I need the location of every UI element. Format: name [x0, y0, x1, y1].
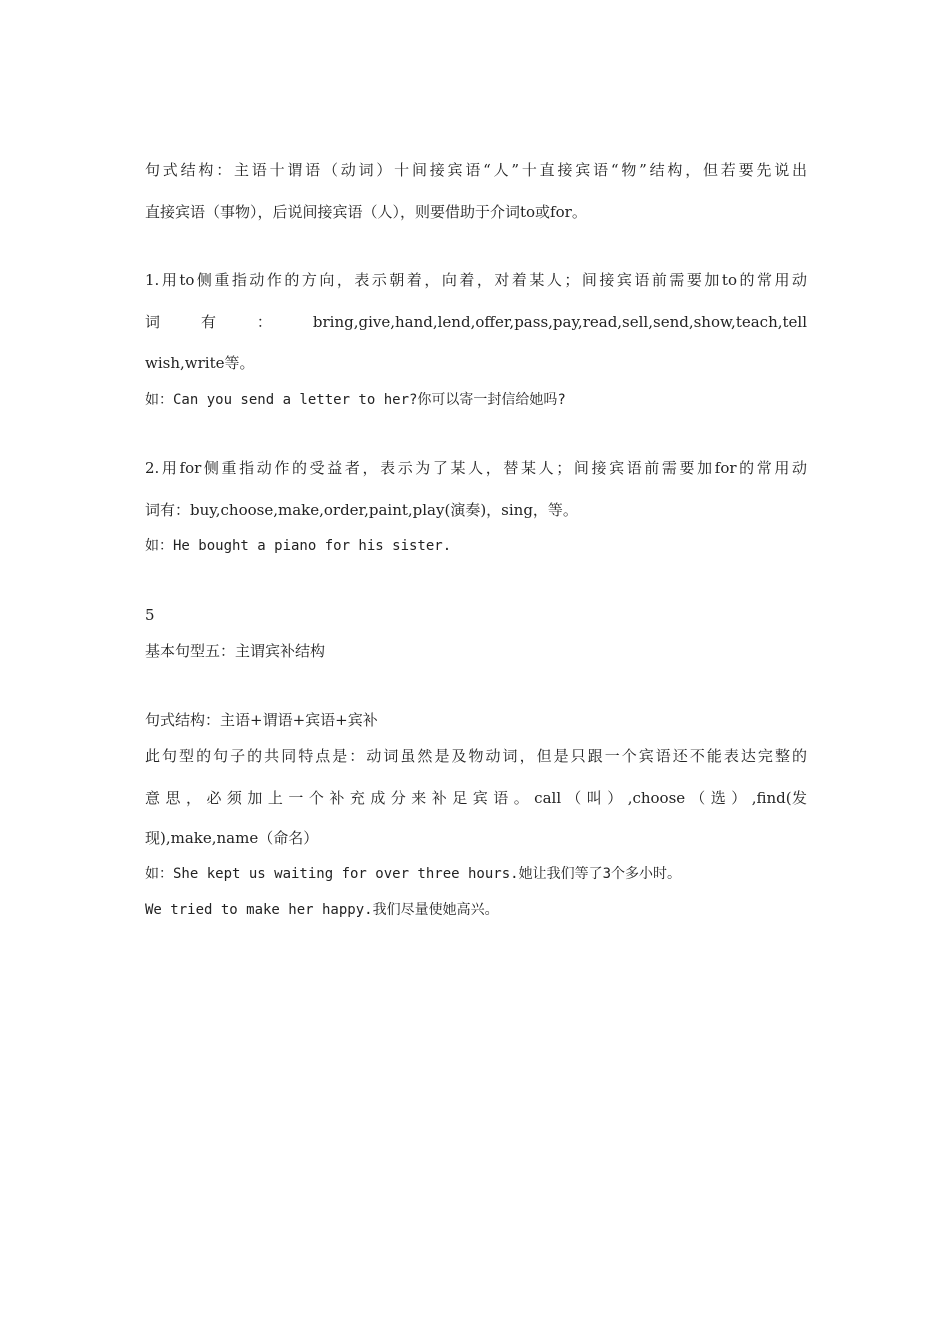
structure-line: 句式结构：主语+谓语+宾语+宾补	[145, 711, 378, 729]
section-heading: 基本句型五：主谓宾补结构	[145, 642, 326, 660]
rule-1-line-2: 词 有 ： bring,give,hand,lend,offer,pass,pay,read,sell,send,show,teach,tell	[145, 313, 807, 331]
rule-1-line-1: 1.用to侧重指动作的方向，表示朝着，向着，对着某人；间接宾语前需要加to的常用动	[145, 271, 807, 289]
paragraph-line-2: 直接宾语（事物），后说间接宾语（人），则要借助于介词to或for。	[145, 203, 587, 221]
feature-line-2: 意 思 ， 必 须 加 上 一 个 补 充 成 分 来 补 足 宾 语 。 call （ 叫 ） ,choose （ 选 ） ,find(发	[145, 789, 807, 807]
rule-1-line-3: wish,write等。	[145, 354, 255, 372]
example-4: We tried to make her happy.我们尽量使她高兴。	[145, 902, 499, 918]
example-3: 如：She kept us waiting for over three hours.她让我们等了3个多小时。	[145, 866, 682, 882]
feature-line-1: 此句型的句子的共同特点是：动词虽然是及物动词，但是只跟一个宾语还不能表达完整的	[145, 747, 807, 765]
rule-2-line-2: 词有：buy,choose,make,order,paint,play(演奏)，sing，等。	[145, 501, 578, 519]
rule-2-line-1: 2.用for侧重指动作的受益者，表示为了某人，替某人；间接宾语前需要加for的常用动	[145, 459, 807, 477]
section-number: 5	[145, 606, 155, 624]
example-1: 如：Can you send a letter to her?你可以寄一封信给她吗?	[145, 392, 566, 408]
example-2: 如：He bought a piano for his sister.	[145, 538, 452, 554]
paragraph-line-1: 句式结构：主语十谓语（动词）十间接宾语“人”十直接宾语“物”结构，但若要先说出	[145, 161, 807, 179]
feature-line-3: 现),make,name（命名）	[145, 829, 319, 847]
